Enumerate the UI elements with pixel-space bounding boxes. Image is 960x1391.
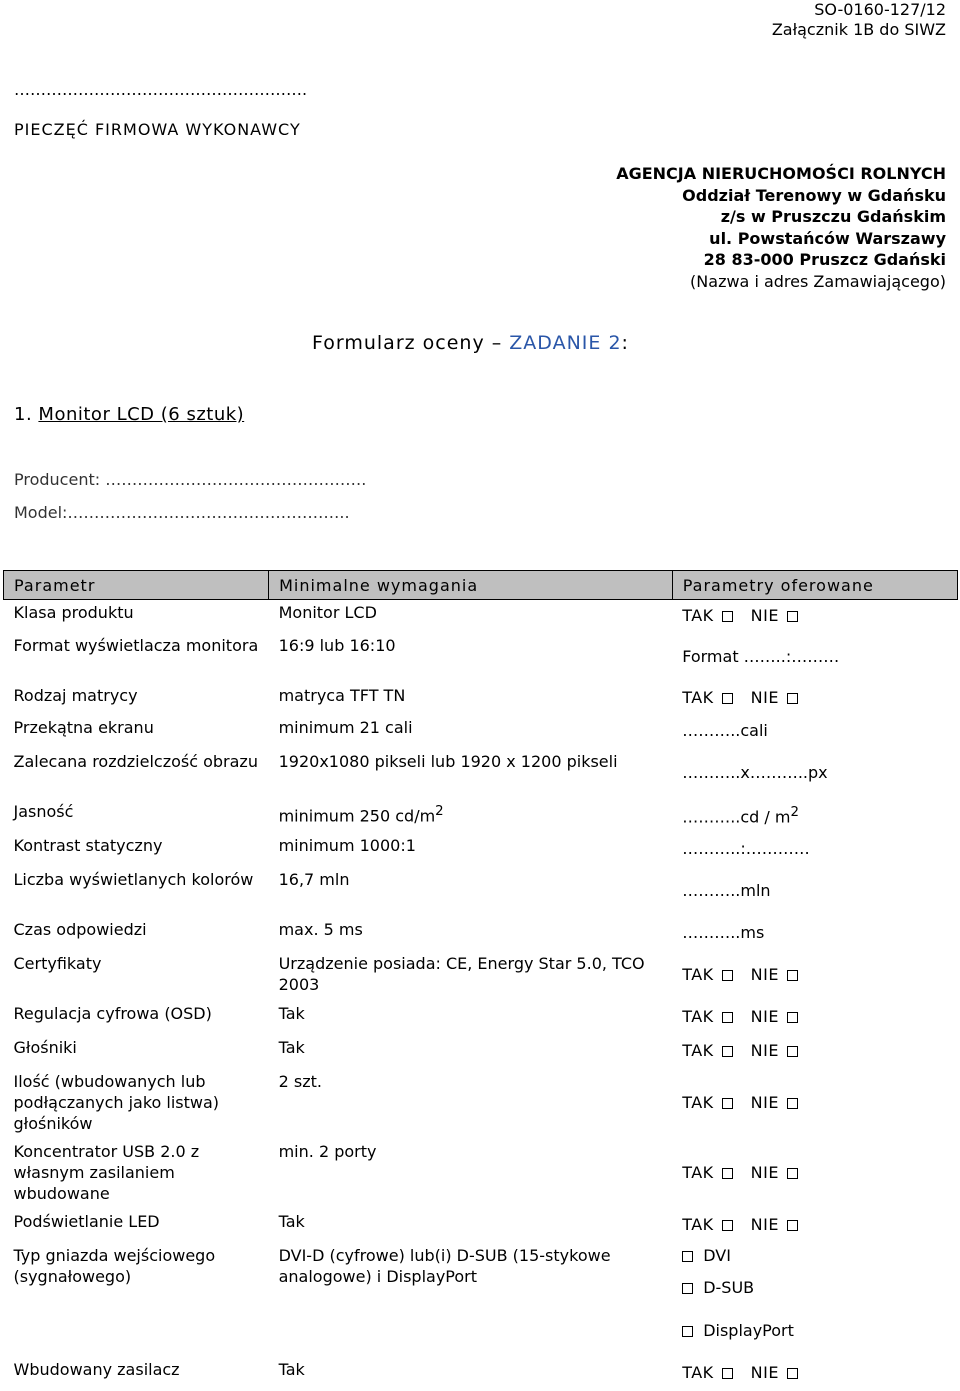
offer-superscript: 2 — [790, 804, 799, 820]
agency-branch: Oddział Terenowy w Gdańsku — [682, 185, 946, 205]
table-header-row — [4, 571, 958, 600]
tak-checkbox[interactable] — [722, 970, 733, 981]
param-name: Jasność — [4, 798, 269, 832]
nie-checkbox[interactable] — [787, 1046, 798, 1057]
table-row — [4, 1068, 958, 1138]
model-field[interactable]: Model:…………………………………………….. — [14, 503, 350, 522]
requirement-text: min. 2 porty — [278, 1142, 377, 1161]
tak-checkbox[interactable] — [722, 1012, 733, 1023]
form-title — [312, 332, 629, 354]
nie-label: NIE — [750, 1215, 779, 1234]
spec-table — [3, 570, 958, 1391]
signature-dots: ………………………………………………. — [14, 80, 308, 99]
requirement-text: minimum 1000:1 — [278, 836, 416, 855]
form-title-prefix: Formularz oceny – — [312, 332, 510, 354]
offer-fill-field[interactable]: ………..cali — [682, 721, 768, 740]
tak-label: TAK — [682, 965, 714, 984]
table-row — [4, 682, 958, 714]
param-requirement — [269, 916, 673, 950]
param-name: Rodzaj matrycy — [4, 682, 269, 714]
header-minimalne: Minimalne wymagania — [269, 571, 673, 600]
table-row — [4, 866, 958, 916]
tak-checkbox[interactable] — [722, 1098, 733, 1109]
param-offer — [672, 748, 957, 798]
tak-label: TAK — [682, 605, 714, 625]
section-heading — [14, 404, 244, 425]
option-label: DisplayPort — [703, 1321, 794, 1340]
param-name: Przekątna ekranu — [4, 714, 269, 748]
table-row — [4, 714, 958, 748]
param-offer — [672, 798, 957, 832]
param-name: Klasa produktu — [4, 600, 269, 632]
requirement-text: Urządzenie posiada: CE, Energy Star 5.0, TCO 2003 — [278, 954, 645, 994]
requirement-text: Tak — [278, 1212, 305, 1231]
attachment-label: Załącznik 1B do SIWZ — [771, 20, 946, 39]
header-oferowane: Parametry oferowane — [672, 571, 957, 600]
tak-checkbox[interactable] — [722, 693, 733, 704]
param-offer — [672, 950, 957, 1000]
option-checkbox[interactable] — [682, 1326, 693, 1337]
param-offer — [672, 1242, 957, 1356]
nie-label: NIE — [750, 605, 779, 625]
nie-checkbox[interactable] — [787, 1012, 798, 1023]
param-offer — [672, 916, 957, 950]
offer-fill-field[interactable]: ………..mln — [682, 881, 771, 900]
agency-seat: z/s w Pruszczu Gdańskim — [720, 207, 946, 226]
table-row — [4, 1242, 958, 1356]
param-offer — [672, 632, 957, 682]
param-offer — [672, 1068, 957, 1138]
param-name: Format wyświetlacza monitora — [4, 632, 269, 682]
param-name: Liczba wyświetlanych kolorów — [4, 866, 269, 916]
param-requirement — [269, 714, 673, 748]
agency-caption: (Nazwa i adres Zamawiającego) — [690, 271, 946, 291]
param-requirement — [269, 1208, 673, 1242]
agency-address — [616, 163, 946, 292]
tak-label: TAK — [682, 1007, 714, 1026]
nie-label: NIE — [750, 1163, 779, 1182]
requirement-text: 16,7 mln — [278, 870, 350, 889]
param-name: Regulacja cyfrowa (OSD) — [4, 1000, 269, 1034]
tak-label: TAK — [682, 1363, 714, 1382]
offer-fill-field[interactable]: ………..:………… — [682, 839, 810, 858]
param-name: Podświetlanie LED — [4, 1208, 269, 1242]
nie-label: NIE — [750, 1041, 779, 1060]
nie-label: NIE — [750, 1007, 779, 1026]
option-checkbox[interactable] — [682, 1283, 693, 1294]
param-requirement — [269, 748, 673, 798]
requirement-text: minimum 250 cd/m — [278, 806, 436, 826]
tak-checkbox[interactable] — [722, 1168, 733, 1179]
nie-label: NIE — [750, 1093, 779, 1112]
param-name: Czas odpowiedzi — [4, 916, 269, 950]
nie-checkbox[interactable] — [787, 1220, 798, 1231]
header-parametr: Parametr — [4, 571, 269, 600]
tak-label: TAK — [682, 1093, 714, 1112]
requirement-superscript: 2 — [435, 804, 444, 819]
table-row — [4, 1356, 958, 1390]
param-requirement — [269, 682, 673, 714]
agency-city: 28 83-000 Pruszcz Gdański — [703, 250, 946, 269]
param-offer — [672, 866, 957, 916]
option-checkbox[interactable] — [682, 1251, 693, 1262]
nie-label: NIE — [750, 688, 779, 707]
offer-fill-field[interactable]: ………..x………..px — [682, 763, 828, 782]
requirement-text: Tak — [278, 1360, 305, 1379]
param-requirement — [269, 950, 673, 1000]
requirement-text: 2 szt. — [278, 1072, 322, 1091]
param-name: Kontrast statyczny — [4, 832, 269, 866]
table-row — [4, 632, 958, 682]
param-requirement — [269, 1000, 673, 1034]
param-offer — [672, 1208, 957, 1242]
table-row — [4, 950, 958, 1000]
firm-stamp-label: PIECZĘĆ FIRMOWA WYKONAWCY — [14, 120, 301, 139]
producer-field[interactable]: Producent: …………………………………………. — [14, 470, 367, 489]
input-option[interactable] — [682, 1309, 957, 1352]
param-requirement — [269, 866, 673, 916]
param-name: Zalecana rozdzielczość obrazu — [4, 748, 269, 798]
param-offer — [672, 832, 957, 866]
table-row — [4, 798, 958, 832]
tak-label: TAK — [682, 1163, 714, 1182]
param-requirement — [269, 1034, 673, 1068]
section-number: 1. — [14, 404, 33, 425]
nie-label: NIE — [750, 965, 779, 984]
nie-checkbox[interactable] — [787, 1168, 798, 1179]
param-requirement — [269, 798, 673, 832]
agency-street: ul. Powstańców Warszawy — [709, 228, 946, 248]
option-label: DVI — [703, 1246, 731, 1265]
tak-label: TAK — [682, 1215, 714, 1234]
form-title-task: ZADANIE 2 — [509, 332, 622, 354]
table-row — [4, 748, 958, 798]
table-row — [4, 1138, 958, 1208]
input-option[interactable] — [682, 1245, 957, 1266]
param-offer — [672, 1356, 957, 1390]
table-row — [4, 916, 958, 950]
tak-label: TAK — [682, 1041, 714, 1060]
section-title: Monitor LCD (6 sztuk) — [38, 404, 245, 425]
param-offer — [672, 1138, 957, 1208]
table-row — [4, 1000, 958, 1034]
param-requirement — [269, 832, 673, 866]
offer-fill-field[interactable]: ………..ms — [682, 923, 765, 942]
param-requirement — [269, 1138, 673, 1208]
requirement-text: Tak — [278, 1038, 305, 1057]
table-row — [4, 832, 958, 866]
nie-checkbox[interactable] — [787, 970, 798, 981]
param-requirement — [269, 1356, 673, 1390]
param-offer — [672, 1000, 957, 1034]
nie-label: NIE — [750, 1363, 779, 1382]
offer-fill-field[interactable]: Format ……..:……… — [682, 647, 840, 666]
param-requirement — [269, 1242, 673, 1356]
param-offer — [672, 714, 957, 748]
input-option[interactable] — [682, 1266, 957, 1309]
param-requirement — [269, 1068, 673, 1138]
tak-checkbox[interactable] — [722, 1368, 733, 1379]
form-title-suffix: : — [621, 332, 629, 354]
requirement-text: 16:9 lub 16:10 — [278, 636, 396, 655]
requirement-text: matryca TFT TN — [278, 686, 406, 705]
table-row — [4, 1208, 958, 1242]
table-row — [4, 1034, 958, 1068]
param-offer — [672, 1034, 957, 1068]
tak-label: TAK — [682, 688, 714, 707]
requirement-text: minimum 21 cali — [278, 718, 413, 737]
tak-checkbox[interactable] — [722, 1046, 733, 1057]
agency-name: AGENCJA NIERUCHOMOŚCI ROLNYCH — [616, 164, 946, 183]
param-name: Głośniki — [4, 1034, 269, 1068]
param-offer — [672, 682, 957, 714]
tak-checkbox[interactable] — [722, 611, 733, 622]
param-offer — [672, 600, 957, 632]
requirement-text: Monitor LCD — [278, 603, 377, 622]
nie-checkbox[interactable] — [787, 693, 798, 704]
param-requirement — [269, 632, 673, 682]
requirement-text: max. 5 ms — [278, 920, 363, 939]
param-name: Koncentrator USB 2.0 z własnym zasilaniem wbudowane — [4, 1138, 269, 1208]
spec-table-body — [4, 600, 958, 1390]
param-name: Certyfikaty — [4, 950, 269, 1000]
tak-checkbox[interactable] — [722, 1220, 733, 1231]
param-name: Ilość (wbudowanych lub podłączanych jako listwa) głośników — [4, 1068, 269, 1138]
nie-checkbox[interactable] — [787, 1098, 798, 1109]
requirement-text: 1920x1080 pikseli lub 1920 x 1200 pikseli — [278, 752, 618, 771]
document-number: SO-0160-127/12 — [814, 0, 946, 19]
option-label: D-SUB — [703, 1278, 755, 1297]
nie-checkbox[interactable] — [787, 611, 798, 622]
table-row — [4, 600, 958, 632]
param-name: Typ gniazda wejściowego (sygnałowego) — [4, 1242, 269, 1356]
nie-checkbox[interactable] — [787, 1368, 798, 1379]
param-requirement — [269, 600, 673, 632]
requirement-text: DVI-D (cyfrowe) lub(i) D-SUB (15-stykowe analogowe) i DisplayPort — [278, 1246, 611, 1286]
requirement-text: Tak — [278, 1004, 305, 1023]
param-name: Wbudowany zasilacz — [4, 1356, 269, 1390]
document-header — [772, 0, 946, 40]
offer-fill-field[interactable]: ………..cd / m — [682, 807, 791, 827]
